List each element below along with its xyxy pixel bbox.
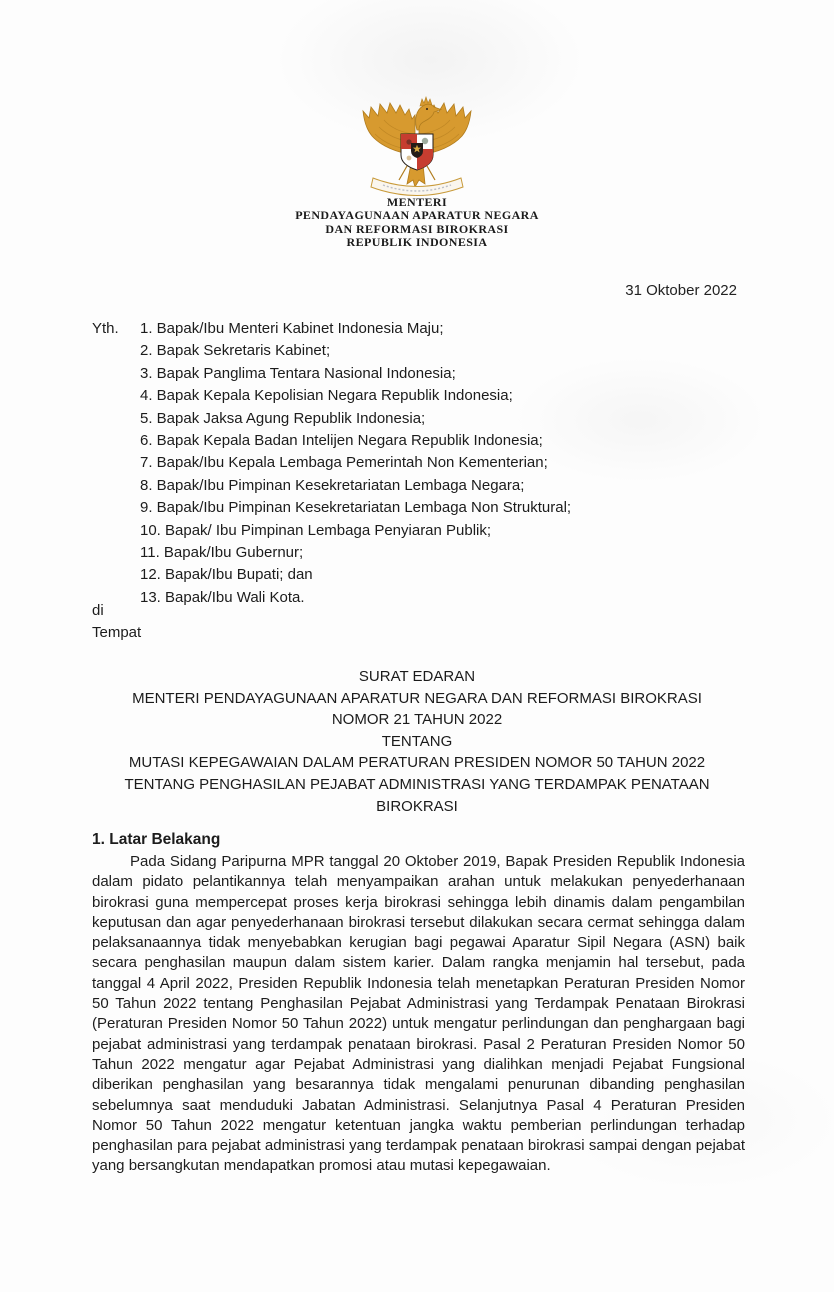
recipient-item: 7. Bapak/Ibu Kepala Lembaga Pemerintah Non Kementerian; xyxy=(140,454,548,472)
section-latar-belakang xyxy=(92,831,745,1177)
letterhead xyxy=(0,196,834,250)
letterhead-line-2: PENDAYAGUNAAN APARATUR NEGARA xyxy=(295,208,539,223)
recipient-place-di: di xyxy=(92,602,104,619)
title-line: TENTANG PENGHASILAN PEJABAT ADMINISTRASI YANG TERDAMPAK PENATAAN xyxy=(124,775,710,793)
title-line: SURAT EDARAN xyxy=(358,668,476,685)
recipient-item: 3. Bapak Panglima Tentara Nasional Indonesia; xyxy=(140,364,456,382)
recipient-item: 5. Bapak Jaksa Agung Republik Indonesia; xyxy=(140,409,426,427)
title-line: NOMOR 21 TAHUN 2022 xyxy=(331,711,503,729)
recipient-item: 8. Bapak/Ibu Pimpinan Kesekretariatan Lembaga Negara; xyxy=(140,476,525,494)
recipient-item: 10. Bapak/ Ibu Pimpinan Lembaga Penyiaran Publik; xyxy=(140,521,492,539)
salutation: Yth. xyxy=(92,320,119,337)
recipient-block xyxy=(92,318,772,609)
section-heading: 1. Latar Belakang xyxy=(92,831,221,848)
recipient-item: 4. Bapak Kepala Kepolisian Negara Republik Indonesia; xyxy=(140,387,513,405)
recipient-item: 6. Bapak Kepala Badan Intelijen Negara Republik Indonesia; xyxy=(140,432,543,450)
document-title xyxy=(60,666,774,817)
letterhead-line-1: MENTERI xyxy=(386,195,448,209)
title-line: MENTERI PENDAYAGUNAAN APARATUR NEGARA DAN REFORMASI BIROKRASI xyxy=(132,689,702,707)
recipient-item: 11. Bapak/Ibu Gubernur; xyxy=(140,544,304,562)
letter-date: 31 Oktober 2022 xyxy=(625,282,737,299)
recipient-place-tempat: Tempat xyxy=(92,624,142,642)
recipient-place xyxy=(92,600,141,645)
section-paragraph: Pada Sidang Paripurna MPR tanggal 20 Oktober 2019, Bapak Presiden Republik Indonesia dalam pidato pelantikannya telah menyampaikan arahan untuk melakukan penyederhanaan birokrasi guna mempercepat proses kerja birokrasi sehingga lebih dinamis dalam pengambilan keputusan dan agar penyederhanaan birokrasi tersebut dilakukan secara cermat sehingga dalam pelaksanaannya tidak menyebabkan kerugian bagi pegawai Aparatur Sipil Negara (ASN) baik secara penghasilan maupun dalam sistem karier. Dalam rangka menjamin hal tersebut, pada tanggal 4 April 2022, Presiden Republik Indonesia telah menetapkan Peraturan Presiden Nomor 50 Tahun 2022 tentang Penghasilan Pejabat Administrasi yang Terdampak Penataan Birokrasi (Peraturan Presiden Nomor 50 Tahun 2022) untuk mengatur perlindungan dan penghargaan bagi pejabat administrasi yang terdampak penataan birokrasi. Pasal 2 Peraturan Presiden Nomor 50 Tahun 2022 mengatur agar Pejabat Administrasi yang dialihkan menjadi Pejabat Fungsional diberikan penghasilan yang besarannya tidak mengalami penurunan dibanding penghasilan sebelumnya saat menduduki Jabatan Administrasi. Selanjutnya Pasal 4 Peraturan Presiden Nomor 50 Tahun 2022 mengatur ketentuan jangka waktu pemberian perlindungan terhadap penghasilan para pejabat administrasi yang terdampak penataan birokrasi sampai dengan pejabat yang bersangkutan mendapatkan promosi atau mutasi kepegawaian. xyxy=(92,853,745,1175)
title-line: BIROKRASI xyxy=(376,797,458,815)
garuda-pancasila-emblem xyxy=(357,92,477,198)
garuda-pancasila-icon xyxy=(357,92,477,198)
title-line: TENTANG xyxy=(381,732,453,750)
title-line: MUTASI KEPEGAWAIAN DALAM PERATURAN PRESIDEN NOMOR 50 TAHUN 2022 xyxy=(128,754,706,772)
letterhead-line-4: REPUBLIK INDONESIA xyxy=(346,235,488,250)
recipient-item: 9. Bapak/Ibu Pimpinan Kesekretariatan Lembaga Non Struktural; xyxy=(140,499,572,517)
recipient-list xyxy=(140,318,571,609)
recipient-item: 1. Bapak/Ibu Menteri Kabinet Indonesia Maju; xyxy=(140,320,444,337)
letterhead-line-3: DAN REFORMASI BIROKRASI xyxy=(325,221,509,236)
recipient-item: 13. Bapak/Ibu Wali Kota. xyxy=(140,588,305,606)
recipient-item: 2. Bapak Sekretaris Kabinet; xyxy=(140,342,331,360)
recipient-item: 12. Bapak/Ibu Bupati; dan xyxy=(140,566,313,584)
